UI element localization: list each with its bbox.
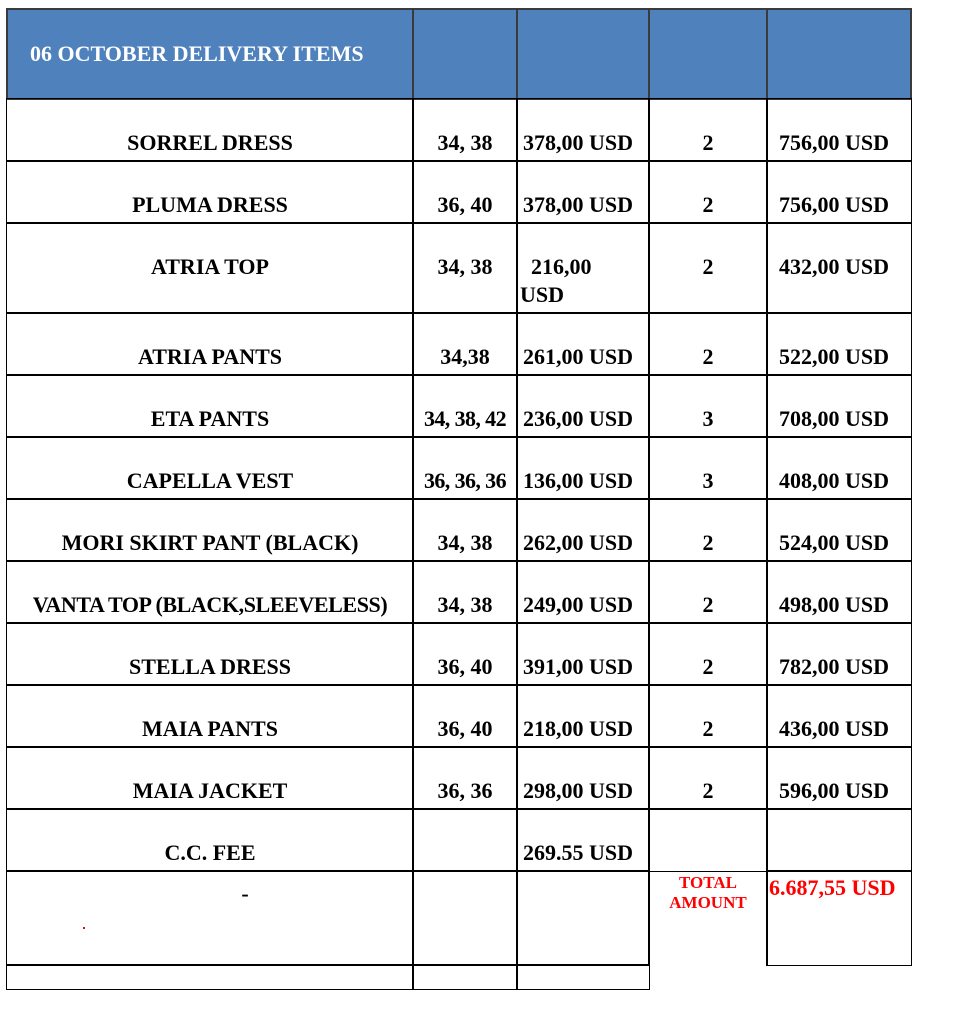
sizes-cell <box>412 746 518 810</box>
fee-row <box>6 808 414 872</box>
total-value: 708,00 USD <box>779 406 890 431</box>
qty-cell <box>648 684 768 748</box>
sizes-cell <box>412 222 518 314</box>
unit-price-value-line1: 216,00 <box>531 254 592 279</box>
total-label-line1: TOTAL <box>679 873 737 892</box>
sizes-cell <box>412 498 518 562</box>
total-value: 756,00 USD <box>779 192 890 217</box>
qty-value: 2 <box>702 130 714 155</box>
total-cell <box>766 808 912 872</box>
unit-price-value: 378,00 USD <box>523 130 634 155</box>
qty-value: 2 <box>702 716 714 741</box>
table-row <box>6 98 414 162</box>
item-name: ETA PANTS <box>150 406 270 431</box>
qty-cell <box>648 622 768 686</box>
unit-price-cell <box>516 374 650 438</box>
unit-price-value: 249,00 USD <box>523 592 634 617</box>
sizes-value: 34, 38, 42 <box>423 406 506 431</box>
fee-value: 269.55 USD <box>523 840 634 865</box>
total-value: 498,00 USD <box>779 592 890 617</box>
total-cell <box>766 222 912 314</box>
sizes-value: 34,38 <box>440 344 490 369</box>
qty-cell <box>648 436 768 500</box>
total-value: 436,00 USD <box>779 716 890 741</box>
unit-price-cell <box>516 312 650 376</box>
sizes-cell <box>412 808 518 872</box>
item-name: ATRIA TOP <box>151 254 269 279</box>
qty-cell <box>648 222 768 314</box>
total-value: 522,00 USD <box>779 344 890 369</box>
header-cell-title <box>6 8 414 100</box>
total-cell <box>766 374 912 438</box>
unit-price-cell <box>516 808 650 872</box>
unit-price-value: 261,00 USD <box>523 344 634 369</box>
total-label-line2: AMOUNT <box>669 893 747 912</box>
sizes-value: 36, 40 <box>437 654 493 679</box>
total-cell <box>766 98 912 162</box>
qty-cell <box>648 746 768 810</box>
table-title: 06 OCTOBER DELIVERY ITEMS <box>30 41 364 66</box>
qty-value: 2 <box>702 778 714 803</box>
sizes-cell <box>412 870 518 966</box>
unit-price-cell <box>516 98 650 162</box>
total-amount-cell <box>766 870 912 966</box>
header-cell-sizes <box>412 8 518 100</box>
qty-cell <box>648 498 768 562</box>
unit-price-cell <box>516 622 650 686</box>
total-value: 408,00 USD <box>779 468 890 493</box>
qty-value: 2 <box>702 530 714 555</box>
total-value: 524,00 USD <box>779 530 890 555</box>
total-label-cell <box>648 870 768 966</box>
total-cell <box>766 312 912 376</box>
dash-mark: - <box>241 881 249 906</box>
header-cell-unit-price <box>516 8 650 100</box>
item-name: STELLA DRESS <box>128 654 292 679</box>
header-cell-total <box>766 8 912 100</box>
sizes-value: 34, 38 <box>437 592 493 617</box>
sizes-cell <box>412 622 518 686</box>
qty-cell <box>648 98 768 162</box>
item-name: MAIA PANTS <box>142 716 278 741</box>
unit-price-cell <box>516 436 650 500</box>
total-cell <box>766 684 912 748</box>
qty-cell <box>648 374 768 438</box>
unit-price-cell <box>516 684 650 748</box>
qty-cell <box>648 160 768 224</box>
unit-price-value-line2: USD <box>520 282 565 307</box>
table-row <box>6 498 414 562</box>
total-cell <box>766 746 912 810</box>
qty-cell <box>648 312 768 376</box>
qty-value: 2 <box>702 254 714 279</box>
header-cell-qty <box>648 8 768 100</box>
total-cell <box>766 622 912 686</box>
red-dot <box>83 927 85 929</box>
unit-price-value: 298,00 USD <box>523 778 634 803</box>
table-row <box>6 622 414 686</box>
sizes-value: 36, 40 <box>437 192 493 217</box>
total-row <box>6 870 414 966</box>
table-row <box>6 684 414 748</box>
unit-price-cell <box>516 746 650 810</box>
item-name: MORI SKIRT PANT (BLACK) <box>61 530 359 555</box>
unit-price-value: 136,00 USD <box>523 468 634 493</box>
unit-price-value: 236,00 USD <box>523 406 634 431</box>
sizes-cell <box>412 160 518 224</box>
sizes-cell <box>412 98 518 162</box>
table-row <box>6 374 414 438</box>
table-row <box>6 312 414 376</box>
sizes-cell <box>412 312 518 376</box>
empty-cell <box>412 964 518 990</box>
unit-price-cell <box>516 498 650 562</box>
total-cell <box>766 498 912 562</box>
item-name: PLUMA DRESS <box>132 192 288 217</box>
item-name: CAPELLA VEST <box>126 468 294 493</box>
sizes-value: 36, 36, 36 <box>423 468 506 493</box>
sizes-cell <box>412 684 518 748</box>
total-cell <box>766 436 912 500</box>
sizes-cell <box>412 436 518 500</box>
unit-price-cell <box>516 870 650 966</box>
item-name: VANTA TOP (BLACK,SLEEVELESS) <box>32 592 388 617</box>
table-row <box>6 222 414 314</box>
empty-row <box>6 964 414 990</box>
unit-price-value: 391,00 USD <box>523 654 634 679</box>
qty-value: 2 <box>702 592 714 617</box>
qty-cell <box>648 560 768 624</box>
total-value: 782,00 USD <box>779 654 890 679</box>
table-row <box>6 746 414 810</box>
qty-value: 2 <box>702 192 714 217</box>
sizes-cell <box>412 560 518 624</box>
sizes-value: 34, 38 <box>437 254 493 279</box>
unit-price-value: 218,00 USD <box>523 716 634 741</box>
sizes-value: 36, 40 <box>437 716 493 741</box>
unit-price-cell <box>516 160 650 224</box>
total-value: 596,00 USD <box>779 778 890 803</box>
table-row <box>6 160 414 224</box>
sizes-value: 36, 36 <box>437 778 493 803</box>
qty-value: 3 <box>702 468 714 493</box>
unit-price-value: 378,00 USD <box>523 192 634 217</box>
qty-value: 2 <box>702 344 714 369</box>
total-cell <box>766 560 912 624</box>
item-name: MAIA JACKET <box>132 778 288 803</box>
unit-price-value: 262,00 USD <box>523 530 634 555</box>
qty-value: 2 <box>702 654 714 679</box>
sizes-cell <box>412 374 518 438</box>
table-row <box>6 560 414 624</box>
sizes-value: 34, 38 <box>437 130 493 155</box>
total-value: 432,00 USD <box>779 254 890 279</box>
total-value: 756,00 USD <box>779 130 890 155</box>
table-row <box>6 436 414 500</box>
item-name: ATRIA PANTS <box>137 344 283 369</box>
fee-label: C.C. FEE <box>164 840 256 865</box>
unit-price-cell <box>516 560 650 624</box>
unit-price-cell <box>516 222 650 314</box>
qty-cell <box>648 808 768 872</box>
item-name: SORREL DRESS <box>127 130 293 155</box>
qty-value: 3 <box>702 406 714 431</box>
total-amount: 6.687,55 USD <box>769 875 896 900</box>
sizes-value: 34, 38 <box>437 530 493 555</box>
total-cell <box>766 160 912 224</box>
empty-cell <box>516 964 650 990</box>
